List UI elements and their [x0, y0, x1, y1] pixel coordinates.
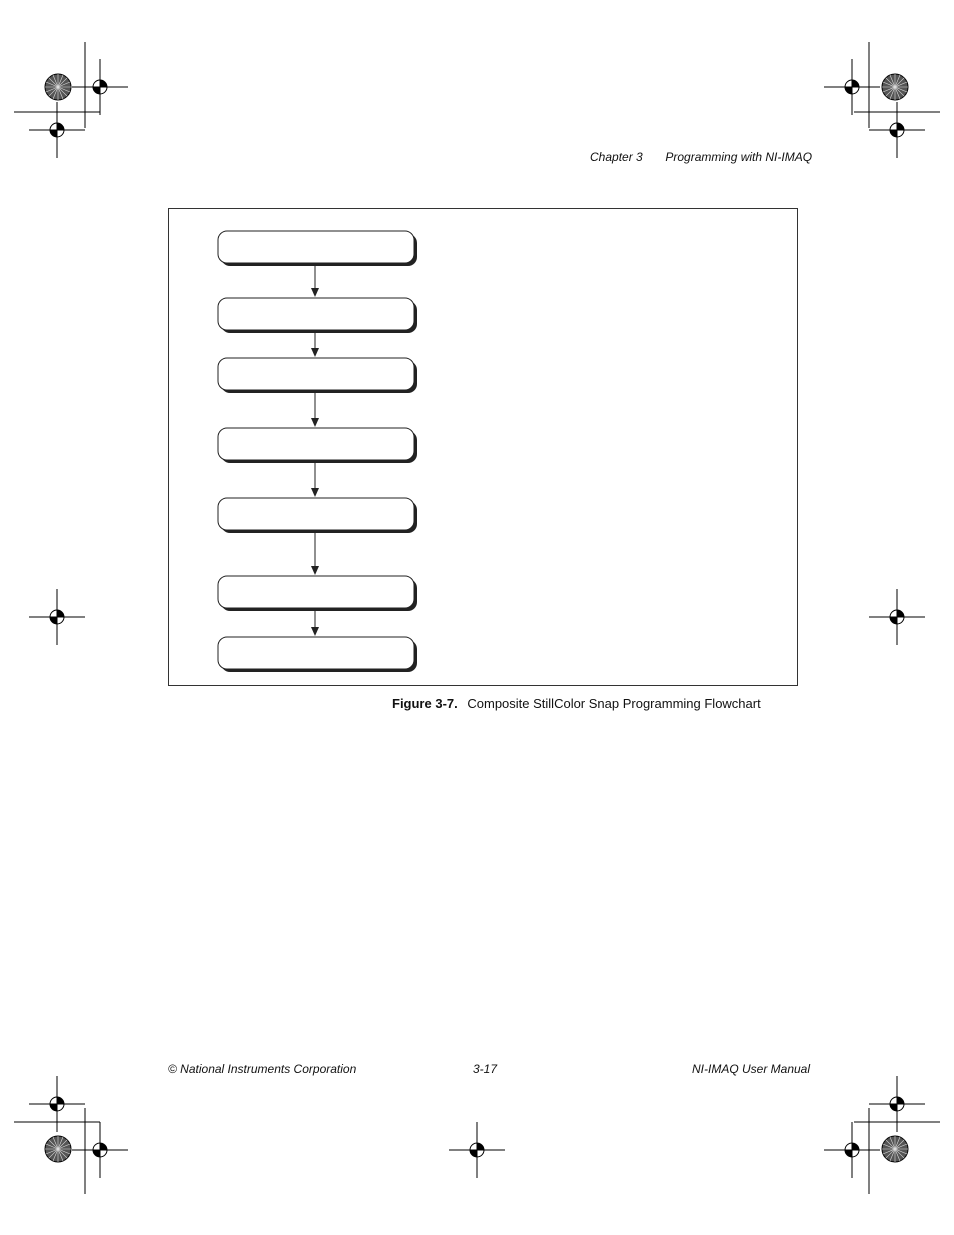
crosshair-icon: [29, 102, 85, 158]
figure-frame: [168, 208, 798, 686]
flowchart-arrow: [311, 463, 319, 497]
crosshair-icon: [72, 59, 128, 115]
crosshair-icon: [824, 1122, 880, 1178]
flowchart-arrow: [311, 533, 319, 575]
crosshair-icon: [29, 589, 85, 645]
flowchart-step: [218, 358, 417, 393]
star-target-icon: [882, 1136, 908, 1162]
flowchart-arrow: [311, 611, 319, 636]
crosshair-icon: [449, 1122, 505, 1178]
header-chapter: Chapter 3: [590, 150, 643, 164]
star-target-icon: [882, 74, 908, 100]
figure-title: Composite StillColor Snap Programming Flowchart: [467, 696, 761, 711]
figure-number: Figure 3-7.: [392, 696, 458, 711]
flowchart-step: [218, 576, 417, 611]
flowchart-arrow: [311, 333, 319, 357]
star-target-icon: [45, 1136, 71, 1162]
footer-page-number: 3-17: [473, 1062, 498, 1076]
crosshair-icon: [869, 1076, 925, 1132]
crosshair-icon: [869, 102, 925, 158]
footer-manual-title: NI-IMAQ User Manual: [692, 1062, 811, 1076]
crosshair-icon: [869, 589, 925, 645]
flowchart-step: [218, 428, 417, 463]
figure-caption: [392, 696, 761, 711]
crosshair-icon: [824, 59, 880, 115]
flowchart-step: [218, 298, 417, 333]
crosshair-icon: [29, 1076, 85, 1132]
header-section: Programming with NI-IMAQ: [665, 150, 813, 164]
star-target-icon: [45, 74, 71, 100]
footer-copyright: © National Instruments Corporation: [168, 1062, 357, 1076]
flowchart-arrow: [311, 266, 319, 297]
flowchart-step: [218, 637, 417, 672]
crosshair-icon: [72, 1122, 128, 1178]
flowchart-arrow: [311, 393, 319, 427]
flowchart-step: [218, 498, 417, 533]
flowchart: [169, 209, 799, 687]
flowchart-step: [218, 231, 417, 266]
running-header: [590, 150, 812, 164]
